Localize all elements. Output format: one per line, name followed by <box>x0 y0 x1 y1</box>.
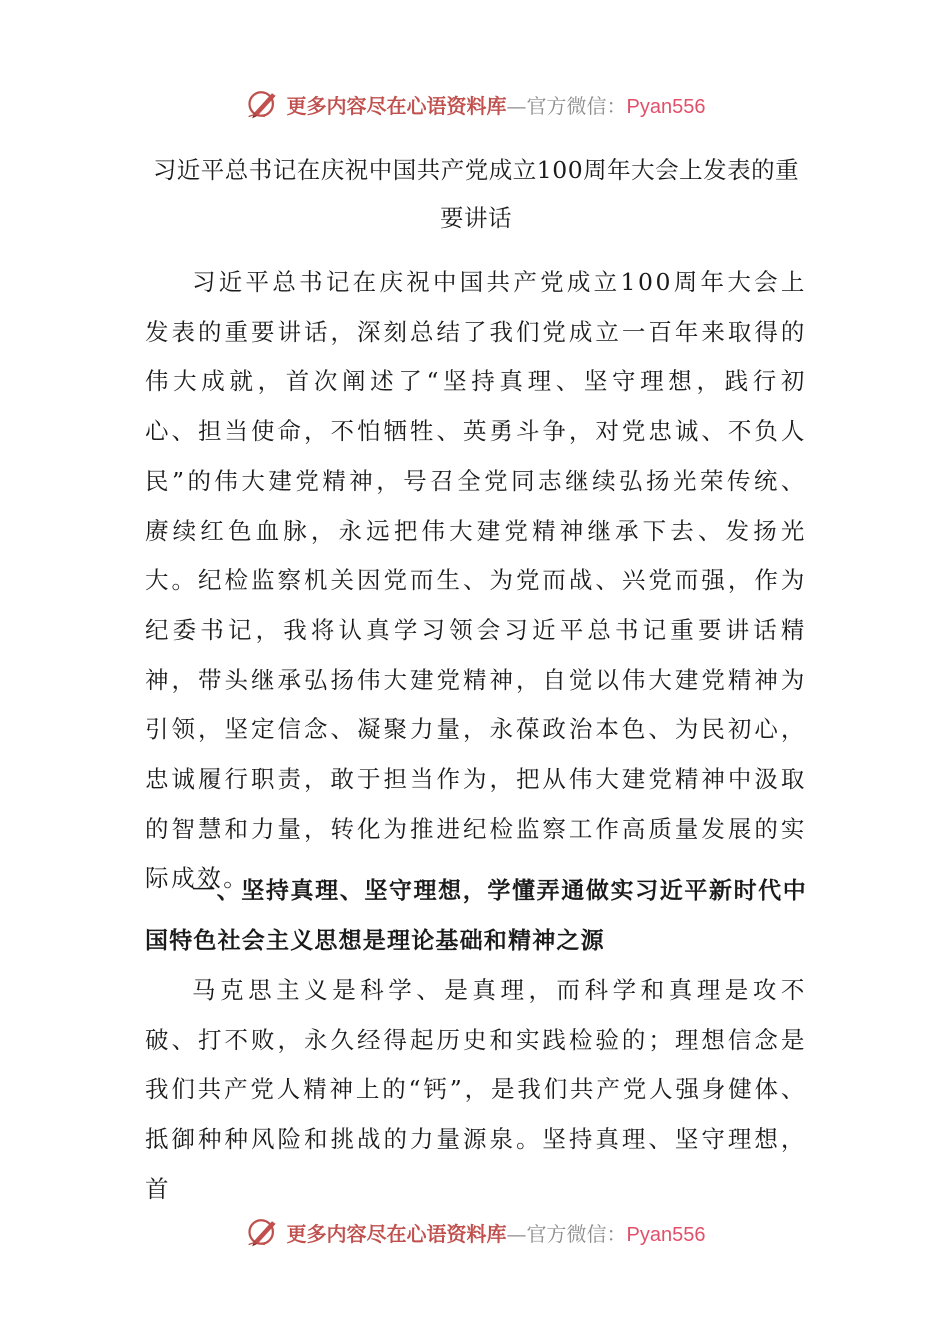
banner-text <box>287 1218 706 1247</box>
pen-logo-icon <box>245 1214 281 1250</box>
banner-site-name: 更多内容尽在心语资料库 <box>286 1221 507 1246</box>
pen-logo-icon <box>245 86 281 122</box>
document-title: 习近平总书记在庆祝中国共产党成立100周年大会上发表的重要讲话 <box>152 156 800 232</box>
body-paragraph: 习近平总书记在庆祝中国共产党成立100周年大会上发表的重要讲话，深刻总结了我们党成立一百年来取得的伟大成就，首次阐述了“坚持真理、坚守理想，践行初心、担当使命，不怕牺牲、英勇斗争，对党忠诚、不负人民”的伟大建党精神，号召全党同志继续弘扬光荣传统、赓续红色血脉，永远把伟大建党精神继承下去、发扬光大。纪检监察机关因党而生、为党而战、兴党而强，作为纪委书记，我将认真学习领会习近平总书记重要讲话精神，带头继承弘扬伟大建党精神，自觉以伟大建党精神为引领，坚定信念、凝聚力量，永葆政治本色、为民初心，忠诚履行职责，敢于担当作为，把从伟大建党精神中汲取的智慧和力量，转化为推进纪检监察工作高质量发展的实际成效。 <box>145 268 807 893</box>
header-banner <box>0 84 950 124</box>
banner-wechat-label: 官方微信： <box>526 93 627 118</box>
banner-wechat-account: Pyan556 <box>626 95 706 118</box>
footer-banner <box>0 1212 950 1252</box>
banner-site-name: 更多内容尽在心语资料库 <box>286 93 507 118</box>
section-heading: 一、坚持真理、坚守理想，学懂弄通做实习近平新时代中国特色社会主义思想是理论基础和精神之源 <box>145 878 807 954</box>
banner-wechat-account: Pyan556 <box>626 1223 706 1246</box>
banner-dash: — <box>506 93 527 118</box>
body-paragraph: 马克思主义是科学、是真理，而科学和真理是攻不破、打不败，永久经得起历史和实践检验的；理想信念是我们共产党人精神上的“钙”，是我们共产党人强身健体、抵御种种风险和挑战的力量源泉。坚持真理、坚守理想，首 <box>145 976 807 1203</box>
banner-text <box>287 90 706 119</box>
banner-dash: — <box>506 1221 527 1246</box>
banner-wechat-label: 官方微信： <box>526 1221 627 1246</box>
